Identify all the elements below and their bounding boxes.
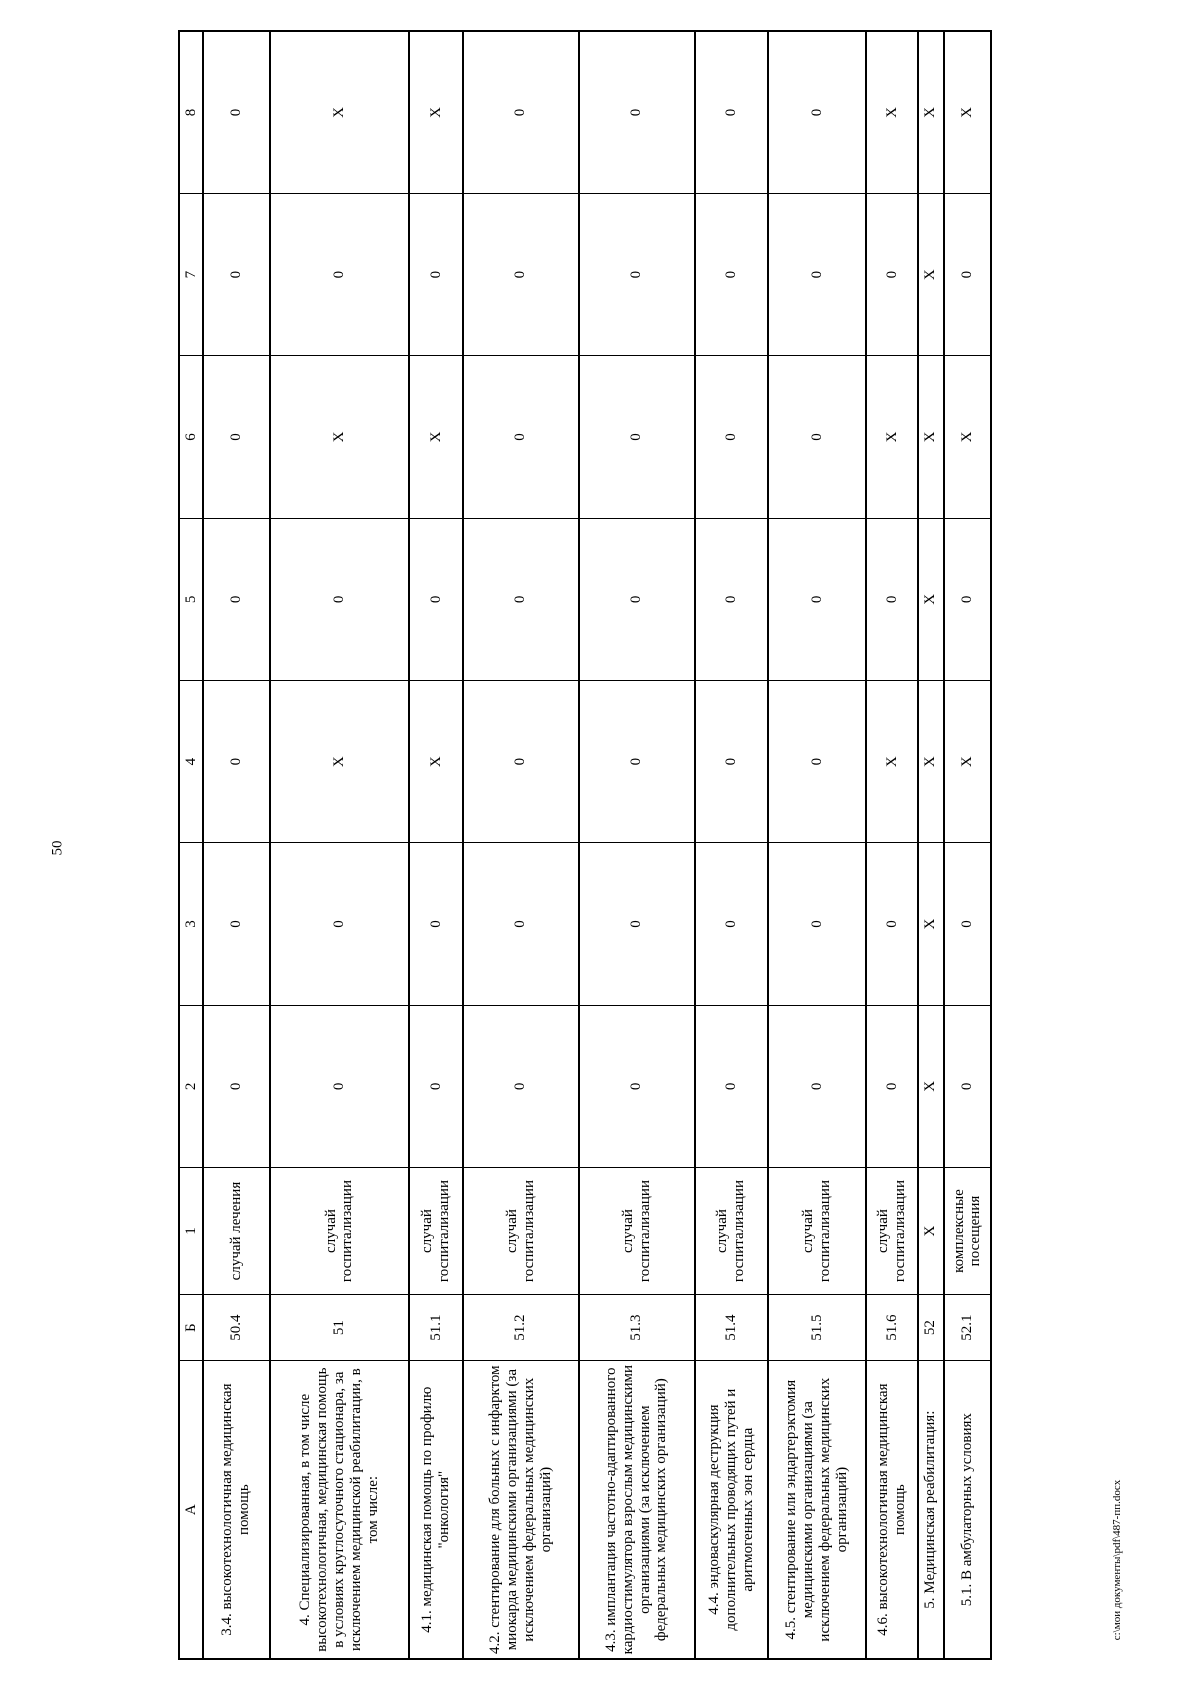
row-code: 51.1 bbox=[409, 1295, 463, 1361]
row-value-6: 0 bbox=[579, 356, 695, 518]
row-value-4: 0 bbox=[463, 681, 579, 843]
row-value-8: X bbox=[944, 31, 991, 193]
table-row bbox=[203, 31, 270, 1659]
row-name: 3.4. высокотехнологичная медицинская помощь bbox=[203, 1361, 270, 1659]
row-value-6: 0 bbox=[768, 356, 867, 518]
row-code: 52 bbox=[918, 1295, 944, 1361]
row-unit: случай госпитализации bbox=[463, 1168, 579, 1295]
row-value-8: 0 bbox=[768, 31, 867, 193]
row-value-4: X bbox=[944, 681, 991, 843]
row-value-7: 0 bbox=[768, 193, 867, 355]
row-unit: случай госпитализации bbox=[866, 1168, 918, 1295]
row-code: 51.3 bbox=[579, 1295, 695, 1361]
data-table bbox=[178, 30, 992, 1660]
header-cell-5: 5 bbox=[179, 518, 203, 680]
row-value-6: X bbox=[409, 356, 463, 518]
row-value-8: 0 bbox=[579, 31, 695, 193]
row-unit: случай госпитализации bbox=[768, 1168, 867, 1295]
row-code: 51 bbox=[270, 1295, 410, 1361]
row-value-7: 0 bbox=[409, 193, 463, 355]
row-value-7: 0 bbox=[270, 193, 410, 355]
row-value-3: 0 bbox=[463, 843, 579, 1005]
row-value-5: 0 bbox=[463, 518, 579, 680]
header-cell-4: 4 bbox=[179, 681, 203, 843]
row-value-5: 0 bbox=[409, 518, 463, 680]
header-cell-6: 6 bbox=[179, 356, 203, 518]
row-value-3: 0 bbox=[203, 843, 270, 1005]
row-value-5: 0 bbox=[270, 518, 410, 680]
header-cell-a: А bbox=[179, 1361, 203, 1659]
page-number: 50 bbox=[49, 840, 66, 856]
row-value-2: X bbox=[918, 1005, 944, 1167]
table-header-row bbox=[179, 31, 203, 1659]
header-cell-1: 1 bbox=[179, 1168, 203, 1295]
row-value-8: X bbox=[918, 31, 944, 193]
row-value-7: 0 bbox=[579, 193, 695, 355]
row-unit: случай госпитализации bbox=[695, 1168, 768, 1295]
row-value-6: X bbox=[918, 356, 944, 518]
row-value-2: 0 bbox=[203, 1005, 270, 1167]
row-value-8: X bbox=[866, 31, 918, 193]
row-value-5: 0 bbox=[768, 518, 867, 680]
row-value-7: X bbox=[918, 193, 944, 355]
row-value-3: 0 bbox=[944, 843, 991, 1005]
row-value-8: 0 bbox=[203, 31, 270, 193]
row-unit: комплексные посещения bbox=[944, 1168, 991, 1295]
row-value-5: 0 bbox=[579, 518, 695, 680]
footer-file-path: c:\мои документы\pdf\487-пп.docx bbox=[1111, 1479, 1123, 1641]
row-value-6: X bbox=[866, 356, 918, 518]
table-row bbox=[463, 31, 579, 1659]
header-cell-2: 2 bbox=[179, 1005, 203, 1167]
row-value-2: 0 bbox=[270, 1005, 410, 1167]
row-value-8: 0 bbox=[695, 31, 768, 193]
row-value-4: X bbox=[409, 681, 463, 843]
row-value-2: 0 bbox=[463, 1005, 579, 1167]
rotated-table-container bbox=[178, 30, 992, 1660]
header-cell-8: 8 bbox=[179, 31, 203, 193]
row-code: 51.5 bbox=[768, 1295, 867, 1361]
row-value-2: 0 bbox=[695, 1005, 768, 1167]
row-value-7: 0 bbox=[944, 193, 991, 355]
row-value-8: X bbox=[409, 31, 463, 193]
row-value-7: 0 bbox=[463, 193, 579, 355]
row-value-2: 0 bbox=[768, 1005, 867, 1167]
row-value-6: X bbox=[270, 356, 410, 518]
row-name: 4. Специализированная, в том числе высокотехнологичная, медицинская помощь в условиях круглосуточного стационара, за исключением медицинской реабилитации, в том числе: bbox=[270, 1361, 410, 1659]
table-row bbox=[270, 31, 410, 1659]
row-value-2: 0 bbox=[579, 1005, 695, 1167]
row-name: 4.4. эндоваскулярная деструкция дополнительных проводящих путей и аритмогенных зон сердца bbox=[695, 1361, 768, 1659]
row-code: 51.4 bbox=[695, 1295, 768, 1361]
row-value-3: 0 bbox=[579, 843, 695, 1005]
row-name: 5.1. В амбулаторных условиях bbox=[944, 1361, 991, 1659]
row-value-3: 0 bbox=[695, 843, 768, 1005]
row-unit: случай госпитализации bbox=[270, 1168, 410, 1295]
header-cell-3: 3 bbox=[179, 843, 203, 1005]
row-value-6: 0 bbox=[463, 356, 579, 518]
table-row bbox=[866, 31, 918, 1659]
row-value-5: 0 bbox=[695, 518, 768, 680]
row-name: 4.3. имплантация частотно-адаптированного кардиостимулятора взрослым медицинскими организациями (за исключением федеральных медицинских организаций) bbox=[579, 1361, 695, 1659]
row-value-6: 0 bbox=[695, 356, 768, 518]
row-name: 4.1. медицинская помощь по профилю "онкология" bbox=[409, 1361, 463, 1659]
row-value-5: 0 bbox=[866, 518, 918, 680]
table-row bbox=[918, 31, 944, 1659]
row-name: 4.5. стентирование или эндартерэктомия медицинскими организациями (за исключением федеральных медицинских организаций) bbox=[768, 1361, 867, 1659]
row-value-3: X bbox=[918, 843, 944, 1005]
row-value-4: X bbox=[270, 681, 410, 843]
row-name: 5. Медицинская реабилитация: bbox=[918, 1361, 944, 1659]
header-cell-b: Б bbox=[179, 1295, 203, 1361]
row-name: 4.2. стентирование для больных с инфарктом миокарда медицинскими организациями (за исключением федеральных медицинских организаций) bbox=[463, 1361, 579, 1659]
row-unit: случай лечения bbox=[203, 1168, 270, 1295]
row-code: 52.1 bbox=[944, 1295, 991, 1361]
row-value-5: 0 bbox=[944, 518, 991, 680]
row-value-3: 0 bbox=[768, 843, 867, 1005]
row-value-3: 0 bbox=[270, 843, 410, 1005]
row-value-8: 0 bbox=[463, 31, 579, 193]
row-unit: случай госпитализации bbox=[409, 1168, 463, 1295]
row-unit: случай госпитализации bbox=[579, 1168, 695, 1295]
row-value-7: 0 bbox=[866, 193, 918, 355]
row-code: 51.6 bbox=[866, 1295, 918, 1361]
row-value-4: 0 bbox=[695, 681, 768, 843]
row-value-6: X bbox=[944, 356, 991, 518]
row-value-4: X bbox=[918, 681, 944, 843]
table-row bbox=[944, 31, 991, 1659]
row-value-5: 0 bbox=[203, 518, 270, 680]
table-row bbox=[695, 31, 768, 1659]
table-row bbox=[579, 31, 695, 1659]
row-value-6: 0 bbox=[203, 356, 270, 518]
row-value-7: 0 bbox=[695, 193, 768, 355]
row-value-3: 0 bbox=[866, 843, 918, 1005]
row-value-2: 0 bbox=[944, 1005, 991, 1167]
row-value-4: 0 bbox=[579, 681, 695, 843]
row-value-5: X bbox=[918, 518, 944, 680]
table-row bbox=[409, 31, 463, 1659]
header-cell-7: 7 bbox=[179, 193, 203, 355]
row-code: 51.2 bbox=[463, 1295, 579, 1361]
row-value-7: 0 bbox=[203, 193, 270, 355]
table-row bbox=[768, 31, 867, 1659]
row-value-4: 0 bbox=[203, 681, 270, 843]
row-code: 50.4 bbox=[203, 1295, 270, 1361]
row-value-4: 0 bbox=[768, 681, 867, 843]
row-value-2: 0 bbox=[866, 1005, 918, 1167]
row-value-4: X bbox=[866, 681, 918, 843]
row-value-3: 0 bbox=[409, 843, 463, 1005]
row-name: 4.6. высокотехнологичная медицинская помощь bbox=[866, 1361, 918, 1659]
row-unit: X bbox=[918, 1168, 944, 1295]
row-value-8: X bbox=[270, 31, 410, 193]
row-value-2: 0 bbox=[409, 1005, 463, 1167]
